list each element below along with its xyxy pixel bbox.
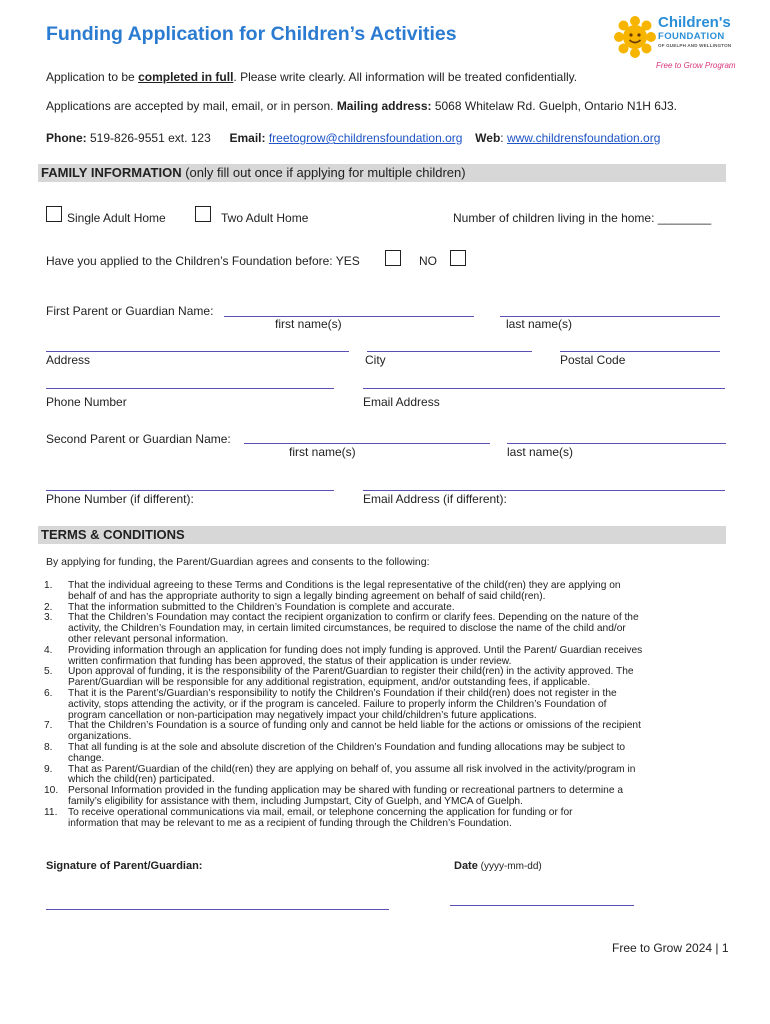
terms-item-line: program cancellation or non-participation may negatively impact your child/children’s future applications.	[68, 709, 537, 721]
terms-item-line: information that may be relevant to me as a recipient of funding through the Children’s Foundation.	[68, 817, 512, 829]
last-names-caption-2: last name(s)	[507, 445, 574, 459]
single-adult-home-label: Single Adult Home	[67, 211, 166, 225]
terms-item	[44, 765, 744, 787]
email-address-line[interactable]	[363, 388, 725, 389]
terms-item-line: Upon approval of funding, it is the responsibility of the Parent/Guardian to register their child(ren) in the activity approved. The	[68, 666, 634, 678]
postal-code-label: Postal Code	[560, 353, 626, 367]
phone-number-label: Phone Number	[46, 395, 127, 409]
terms-item-line: Parent/Guardian will be responsible for any additional registration, equipment, and/or outstanding fees, if applicable.	[68, 677, 591, 689]
second-parent-label: Second Parent or Guardian Name:	[46, 432, 231, 446]
terms-item-number: 6.	[44, 687, 53, 699]
terms-item	[44, 646, 744, 668]
terms-item-line: organizations.	[68, 731, 132, 743]
terms-item-line: activity, the Children’s Foundation may, in certain limited circumstances, be required to disclose the name of the child and/or	[68, 623, 626, 635]
family-section-title: FAMILY INFORMATION	[41, 165, 182, 180]
email-different-label: Email Address (if different):	[363, 492, 507, 506]
city-line[interactable]	[367, 351, 532, 352]
intro-line-1-post: . Please write clearly. All information will be treated confidentially.	[233, 70, 578, 84]
terms-item-number: 1.	[44, 580, 53, 591]
terms-item-number: 9.	[44, 763, 53, 775]
email-label: Email:	[229, 131, 266, 145]
terms-item-number: 2.	[44, 601, 53, 613]
terms-section-title-wrap	[41, 527, 185, 542]
terms-item	[44, 667, 744, 689]
terms-item-line: That the information submitted to the Children’s Foundation is complete and accurate.	[68, 601, 455, 613]
terms-item-number: 4.	[44, 644, 53, 656]
email-different-line[interactable]	[363, 490, 725, 491]
first-names-caption: first name(s)	[275, 317, 342, 331]
terms-item-line: To receive operational communications via mail, email, or telephone concerning the application for funding or for	[68, 806, 573, 818]
phone-different-label: Phone Number (if different):	[46, 492, 194, 506]
email-address-label: Email Address	[363, 395, 440, 409]
two-adult-home-checkbox[interactable]	[195, 206, 211, 222]
terms-item-line: change.	[68, 752, 105, 764]
terms-item-line: Providing information through an application for funding does not imply funding is approved. Until the Parent/ Guardian receives	[68, 644, 643, 656]
terms-item-number: 10.	[44, 785, 59, 797]
address-label: Address	[46, 353, 91, 367]
logo-line-1: Children's	[658, 14, 731, 31]
number-of-children-field[interactable]: Number of children living in the home: ________	[453, 211, 712, 225]
web-link[interactable]: www.childrensfoundation.org	[506, 131, 661, 145]
terms-list	[44, 581, 744, 829]
email-link[interactable]: freetogrow@childrensfoundation.org	[268, 131, 463, 145]
sun-icon	[614, 16, 656, 58]
terms-item-line: activity, stops attending the activity, or if the program is canceled. Failure to properly inform the Children’s Foundation of	[68, 698, 607, 710]
logo-tagline: Free to Grow Program	[656, 61, 736, 70]
terms-item-line: That it is the Parent’s/Guardian’s responsibility to notify the Children’s Foundation if their child(ren) does not register in the	[68, 687, 617, 699]
terms-item-number: 5.	[44, 666, 53, 678]
terms-item	[44, 721, 744, 743]
intro-line-2-pre: Applications are accepted by mail, email, or in person.	[46, 99, 337, 113]
terms-item-line: That the Children’s Foundation is a source of funding only and cannot be held liable for the actions or omissions of the recipient	[68, 720, 641, 732]
page-title: Funding Application for Children’s Activities	[46, 23, 457, 45]
terms-item-line: behalf of and has the appropriate authority to sign a legally binding agreement on behalf of said child(ren).	[68, 590, 546, 602]
date-format: (yyyy-mm-dd)	[477, 861, 542, 872]
single-adult-home-checkbox[interactable]	[46, 206, 62, 222]
terms-item-line: other relevant personal information.	[68, 633, 229, 645]
terms-item-line: That all funding is at the sole and absolute discretion of the Children’s Foundation and funding allocations may be subject to	[68, 741, 626, 753]
contact-line	[46, 131, 660, 145]
second-parent-last-name-line[interactable]	[507, 443, 726, 444]
web-label: Web	[475, 131, 501, 145]
signature-label: Signature of Parent/Guardian:	[46, 860, 203, 872]
terms-item-line: That the individual agreeing to these Terms and Conditions is the legal representative of the child(ren) they are applying on	[68, 580, 621, 591]
logo-line-3: OF GUELPH AND WELLINGTON	[658, 43, 732, 48]
web-separator: :	[500, 131, 507, 145]
phone-label: Phone:	[46, 131, 87, 145]
date-label-wrap	[454, 860, 542, 872]
terms-item-line: written confirmation that funding has been approved, the status of their application is under review.	[68, 655, 512, 667]
footer-page-label: Free to Grow 2024 | 1	[612, 941, 729, 955]
phone-value: 519-826-9551 ext. 123	[86, 131, 211, 145]
family-section-title-wrap	[41, 165, 466, 180]
terms-item	[44, 689, 744, 721]
terms-section-title: TERMS & CONDITIONS	[41, 527, 185, 542]
terms-item-line: Personal Information provided in the funding application may be shared with funding or recreational partners to determine a	[68, 785, 623, 797]
applied-before-label: Have you applied to the Children’s Foundation before: YES	[46, 254, 360, 268]
date-line[interactable]	[450, 905, 634, 906]
terms-item-line: That as Parent/Guardian of the child(ren) they are applying on behalf of, you assume all risk involved in the activity/program in	[68, 763, 636, 775]
logo-line-2: FOUNDATION	[658, 31, 725, 42]
first-parent-first-name-line[interactable]	[224, 316, 474, 317]
terms-item-line: which the child(ren) participated.	[68, 774, 215, 786]
terms-item	[44, 613, 744, 645]
address-line[interactable]	[46, 351, 349, 352]
applied-before-no-label: NO	[419, 254, 437, 268]
applied-before-no-checkbox[interactable]	[450, 250, 466, 266]
date-label: Date	[454, 860, 478, 872]
terms-intro: By applying for funding, the Parent/Guardian agrees and consents to the following:	[46, 556, 430, 568]
terms-conditions-header	[38, 526, 726, 544]
postal-code-line[interactable]	[560, 351, 720, 352]
terms-item	[44, 581, 744, 603]
city-label: City	[365, 353, 386, 367]
applied-before-yes-checkbox[interactable]	[385, 250, 401, 266]
second-parent-first-name-line[interactable]	[244, 443, 490, 444]
mailing-address-label: Mailing address:	[336, 99, 432, 113]
last-names-caption: last name(s)	[506, 317, 573, 331]
terms-item-number: 7.	[44, 720, 53, 732]
mailing-address-value: 5068 Whitelaw Rd. Guelph, Ontario N1H 6J3.	[431, 99, 677, 113]
intro-line-1	[46, 70, 577, 84]
childrens-foundation-logo	[614, 14, 760, 74]
terms-item	[44, 808, 744, 830]
family-information-header	[38, 164, 726, 182]
family-section-note: (only fill out once if applying for multiple children)	[181, 165, 466, 180]
terms-item-line: family’s eligibility for assistance with them, including Jumpstart, City of Guelph, and YMCA of Guelph.	[68, 795, 523, 807]
first-names-caption-2: first name(s)	[289, 445, 356, 459]
intro-line-1-bold: completed in full	[138, 70, 234, 84]
terms-item-line: That the Children’s Foundation may contact the recipient organization to confirm or clarify fees. Depending on the nature of the	[68, 612, 639, 624]
terms-item	[44, 786, 744, 808]
terms-item-number: 11.	[44, 806, 58, 818]
phone-number-line[interactable]	[46, 388, 334, 389]
intro-line-2	[46, 99, 677, 113]
phone-different-line[interactable]	[46, 490, 334, 491]
terms-item-number: 3.	[44, 612, 53, 624]
intro-line-1-pre: Application to be	[46, 70, 139, 84]
terms-item	[44, 743, 744, 765]
terms-item-number: 8.	[44, 741, 53, 753]
two-adult-home-label: Two Adult Home	[221, 211, 309, 225]
signature-line[interactable]	[46, 909, 389, 910]
first-parent-label: First Parent or Guardian Name:	[46, 304, 214, 318]
